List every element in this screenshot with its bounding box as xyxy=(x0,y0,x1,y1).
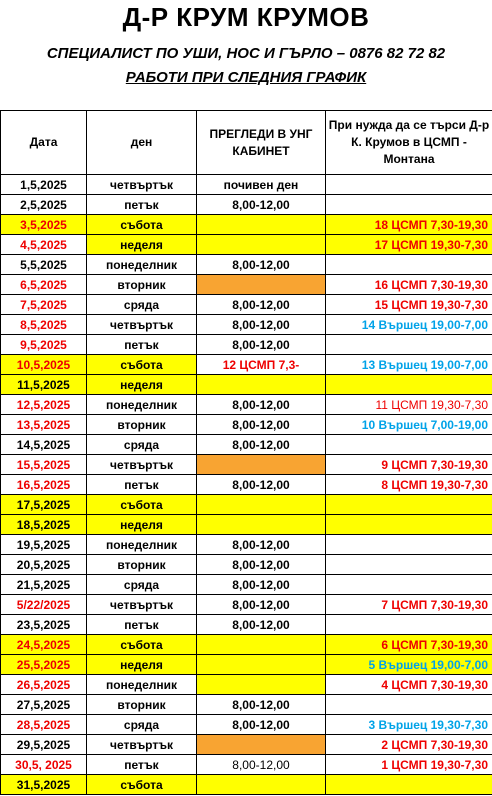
note-cell: 5 Вършец 19,00-7,00 xyxy=(326,655,492,675)
day-cell: петък xyxy=(87,615,197,635)
exam-cell: 8,00-12,00 xyxy=(197,535,326,555)
exam-cell: 12 ЦСМП 7,3- xyxy=(197,355,326,375)
exam-cell: 8,00-12,00 xyxy=(197,555,326,575)
date-cell: 6,5,2025 xyxy=(1,275,87,295)
note-cell: 7 ЦСМП 7,30-19,30 xyxy=(326,595,492,615)
date-cell: 20,5,2025 xyxy=(1,555,87,575)
date-cell: 4,5,2025 xyxy=(1,235,87,255)
note-cell xyxy=(326,335,492,355)
table-row xyxy=(1,195,492,215)
table-row xyxy=(1,335,492,355)
table-row xyxy=(1,495,492,515)
table-row xyxy=(1,275,492,295)
exam-cell xyxy=(197,675,326,695)
note-cell xyxy=(326,695,492,715)
date-cell: 5,5,2025 xyxy=(1,255,87,275)
table-row xyxy=(1,215,492,235)
note-cell: 2 ЦСМП 7,30-19,30 xyxy=(326,735,492,755)
date-cell: 23,5,2025 xyxy=(1,615,87,635)
table-row xyxy=(1,515,492,535)
table-row xyxy=(1,715,492,735)
exam-cell: 8,00-12,00 xyxy=(197,695,326,715)
exam-cell: 8,00-12,00 xyxy=(197,395,326,415)
specialist-subtitle: СПЕЦИАЛИСТ ПО УШИ, НОС И ГЪРЛО – 0876 82 72 82 xyxy=(46,45,446,62)
column-header-day: ден xyxy=(87,111,197,175)
exam-cell: 8,00-12,00 xyxy=(197,435,326,455)
exam-cell xyxy=(197,235,326,255)
day-cell: сряда xyxy=(87,715,197,735)
table-row xyxy=(1,175,492,195)
note-cell: 1 ЦСМП 19,30-7,30 xyxy=(326,755,492,775)
date-cell: 21,5,2025 xyxy=(1,575,87,595)
day-cell: вторник xyxy=(87,415,197,435)
date-cell: 30,5, 2025 xyxy=(1,755,87,775)
table-row xyxy=(1,475,492,495)
day-cell: четвъртък xyxy=(87,735,197,755)
exam-cell xyxy=(197,515,326,535)
table-row xyxy=(1,375,492,395)
exam-cell xyxy=(197,455,326,475)
note-cell xyxy=(326,575,492,595)
day-cell: вторник xyxy=(87,695,197,715)
date-cell: 7,5,2025 xyxy=(1,295,87,315)
table-row xyxy=(1,735,492,755)
exam-cell: 8,00-12,00 xyxy=(197,335,326,355)
table-header-row xyxy=(1,111,492,175)
table-row xyxy=(1,255,492,275)
date-cell: 17,5,2025 xyxy=(1,495,87,515)
exam-cell xyxy=(197,655,326,675)
note-cell xyxy=(326,435,492,455)
page-title: Д-Р КРУМ КРУМОВ xyxy=(122,2,370,32)
date-cell: 9,5,2025 xyxy=(1,335,87,355)
date-cell: 11,5,2025 xyxy=(1,375,87,395)
note-cell: 18 ЦСМП 7,30-19,30 xyxy=(326,215,492,235)
date-cell: 31,5,2025 xyxy=(1,775,87,795)
date-cell: 18,5,2025 xyxy=(1,515,87,535)
exam-cell: почивен ден xyxy=(197,175,326,195)
day-cell: неделя xyxy=(87,655,197,675)
date-cell: 1,5,2025 xyxy=(1,175,87,195)
schedule-heading: РАБОТИ ПРИ СЛЕДНИЯ ГРАФИК xyxy=(125,69,367,86)
exam-cell: 8,00-12,00 xyxy=(197,415,326,435)
exam-cell: 8,00-12,00 xyxy=(197,595,326,615)
table-row xyxy=(1,295,492,315)
column-header-exams: ПРЕГЛЕДИ В УНГ КАБИНЕТ xyxy=(197,111,326,175)
note-cell: 8 ЦСМП 19,30-7,30 xyxy=(326,475,492,495)
exam-cell xyxy=(197,215,326,235)
date-cell: 19,5,2025 xyxy=(1,535,87,555)
note-cell: 17 ЦСМП 19,30-7,30 xyxy=(326,235,492,255)
table-row xyxy=(1,315,492,335)
exam-cell: 8,00-12,00 xyxy=(197,575,326,595)
day-cell: петък xyxy=(87,335,197,355)
exam-cell xyxy=(197,635,326,655)
day-cell: четвъртък xyxy=(87,455,197,475)
note-cell xyxy=(326,255,492,275)
day-cell: четвъртък xyxy=(87,315,197,335)
date-cell: 8,5,2025 xyxy=(1,315,87,335)
day-cell: неделя xyxy=(87,235,197,255)
note-cell xyxy=(326,195,492,215)
day-cell: събота xyxy=(87,355,197,375)
note-cell: 9 ЦСМП 7,30-19,30 xyxy=(326,455,492,475)
date-cell: 10,5,2025 xyxy=(1,355,87,375)
note-cell xyxy=(326,175,492,195)
date-cell: 12,5,2025 xyxy=(1,395,87,415)
exam-cell xyxy=(197,735,326,755)
note-cell xyxy=(326,775,492,795)
exam-cell: 8,00-12,00 xyxy=(197,755,326,775)
table-row xyxy=(1,635,492,655)
day-cell: понеделник xyxy=(87,675,197,695)
note-cell: 16 ЦСМП 7,30-19,30 xyxy=(326,275,492,295)
date-cell: 5/22/2025 xyxy=(1,595,87,615)
note-cell: 15 ЦСМП 19,30-7,30 xyxy=(326,295,492,315)
note-cell: 10 Вършец 7,00-19,00 xyxy=(326,415,492,435)
note-cell xyxy=(326,375,492,395)
table-row xyxy=(1,615,492,635)
date-cell: 14,5,2025 xyxy=(1,435,87,455)
table-row xyxy=(1,235,492,255)
exam-cell: 8,00-12,00 xyxy=(197,615,326,635)
table-row xyxy=(1,695,492,715)
day-cell: събота xyxy=(87,495,197,515)
exam-cell xyxy=(197,775,326,795)
date-cell: 26,5,2025 xyxy=(1,675,87,695)
table-row xyxy=(1,755,492,775)
day-cell: събота xyxy=(87,775,197,795)
table-row xyxy=(1,575,492,595)
day-cell: неделя xyxy=(87,515,197,535)
day-cell: петък xyxy=(87,475,197,495)
date-cell: 2,5,2025 xyxy=(1,195,87,215)
table-row xyxy=(1,595,492,615)
day-cell: неделя xyxy=(87,375,197,395)
day-cell: петък xyxy=(87,195,197,215)
date-cell: 25,5,2025 xyxy=(1,655,87,675)
note-cell: 3 Вършец 19,30-7,30 xyxy=(326,715,492,735)
exam-cell: 8,00-12,00 xyxy=(197,475,326,495)
note-cell: 14 Вършец 19,00-7,00 xyxy=(326,315,492,335)
date-cell: 3,5,2025 xyxy=(1,215,87,235)
exam-cell xyxy=(197,275,326,295)
day-cell: четвъртък xyxy=(87,595,197,615)
table-row xyxy=(1,435,492,455)
exam-cell xyxy=(197,375,326,395)
header xyxy=(0,0,492,110)
exam-cell: 8,00-12,00 xyxy=(197,315,326,335)
day-cell: сряда xyxy=(87,435,197,455)
table-row xyxy=(1,555,492,575)
note-cell xyxy=(326,535,492,555)
note-cell: 11 ЦСМП 19,30-7,30 xyxy=(326,395,492,415)
table-row xyxy=(1,675,492,695)
day-cell: вторник xyxy=(87,275,197,295)
date-cell: 13,5,2025 xyxy=(1,415,87,435)
exam-cell: 8,00-12,00 xyxy=(197,295,326,315)
day-cell: събота xyxy=(87,635,197,655)
table-row xyxy=(1,415,492,435)
exam-cell: 8,00-12,00 xyxy=(197,255,326,275)
table-row xyxy=(1,395,492,415)
date-cell: 29,5,2025 xyxy=(1,735,87,755)
column-header-date: Дата xyxy=(1,111,87,175)
day-cell: вторник xyxy=(87,555,197,575)
table-row xyxy=(1,655,492,675)
date-cell: 28,5,2025 xyxy=(1,715,87,735)
day-cell: понеделник xyxy=(87,535,197,555)
date-cell: 16,5,2025 xyxy=(1,475,87,495)
date-cell: 24,5,2025 xyxy=(1,635,87,655)
day-cell: понеделник xyxy=(87,255,197,275)
note-cell: 6 ЦСМП 7,30-19,30 xyxy=(326,635,492,655)
day-cell: петък xyxy=(87,755,197,775)
day-cell: сряда xyxy=(87,295,197,315)
table-row xyxy=(1,355,492,375)
date-cell: 15,5,2025 xyxy=(1,455,87,475)
exam-cell: 8,00-12,00 xyxy=(197,715,326,735)
note-cell: 4 ЦСМП 7,30-19,30 xyxy=(326,675,492,695)
table-row xyxy=(1,775,492,795)
note-cell xyxy=(326,495,492,515)
note-cell: 13 Вършец 19,00-7,00 xyxy=(326,355,492,375)
date-cell: 27,5,2025 xyxy=(1,695,87,715)
column-header-csmp: При нужда да се търси Д-р К. Крумов в ЦСМП - Монтана xyxy=(326,111,492,175)
day-cell: събота xyxy=(87,215,197,235)
table-row xyxy=(1,535,492,555)
note-cell xyxy=(326,515,492,535)
note-cell xyxy=(326,555,492,575)
day-cell: четвъртък xyxy=(87,175,197,195)
day-cell: понеделник xyxy=(87,395,197,415)
day-cell: сряда xyxy=(87,575,197,595)
exam-cell: 8,00-12,00 xyxy=(197,195,326,215)
schedule-table xyxy=(0,110,492,795)
exam-cell xyxy=(197,495,326,515)
note-cell xyxy=(326,615,492,635)
table-row xyxy=(1,455,492,475)
